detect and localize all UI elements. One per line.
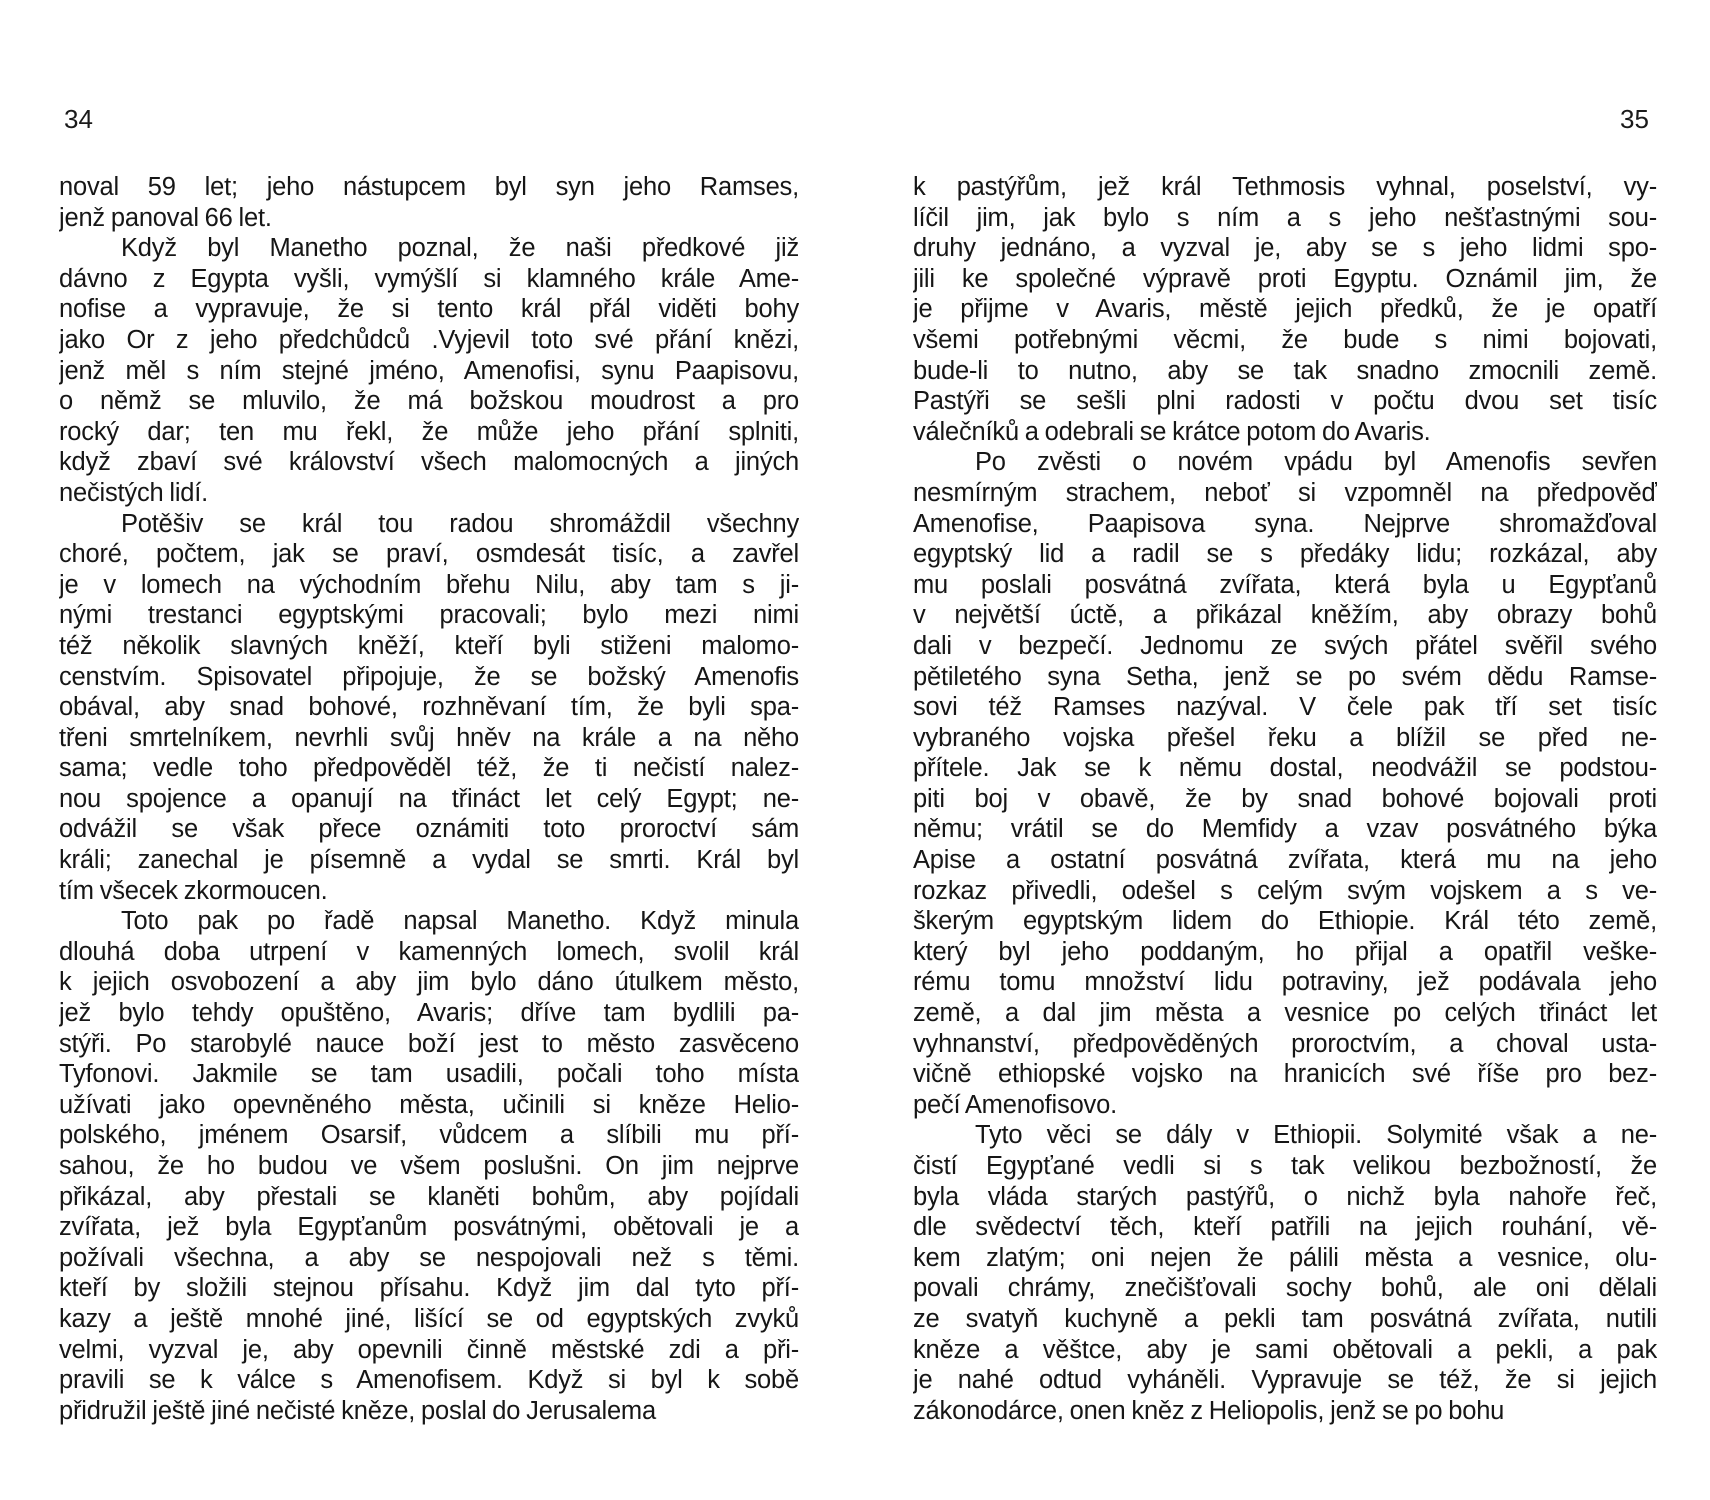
text-line: kazy a ještě mnohé jiné, lišící se od egyptských zvyků bbox=[59, 1304, 799, 1333]
text-line: povali chrámy, znečišťovali sochy bohů, ale oni dělali bbox=[913, 1274, 1657, 1303]
text-line: pětiletého syna Setha, jenž se po svém dědu Ramse- bbox=[913, 662, 1657, 691]
text-line: k jejich osvobození a aby jim bylo dáno útulkem město, bbox=[59, 968, 799, 997]
text-line: mu poslali posvátná zvířata, která byla u Egypťanů bbox=[913, 570, 1657, 599]
text-line: pravili se k válce s Amenofisem. Když si byl k sobě bbox=[59, 1366, 799, 1395]
text-line: nesmírným strachem, neboť si vzpomněl na předpověď bbox=[913, 478, 1657, 507]
text-line: všemi potřebnými věcmi, že bude s nimi bojovati, bbox=[913, 325, 1657, 354]
text-line: tím všecek zkormoucen. bbox=[59, 876, 328, 905]
text-line: kteří by složili stejnou přísahu. Když jim dal tyto pří- bbox=[59, 1274, 799, 1303]
text-line: Potěšiv se král tou radou shromáždil všechny bbox=[121, 509, 799, 538]
text-line: dlouhá doba utrpení v kamenných lomech, svolil král bbox=[59, 937, 799, 966]
text-line: který byl jeho poddaným, ho přijal a opatřil veške- bbox=[913, 937, 1657, 966]
text-line: Když byl Manetho poznal, že naši předkové již bbox=[121, 234, 799, 263]
text-line: jenž měl s ním stejné jméno, Amenofisi, synu Paapisovu, bbox=[59, 356, 799, 385]
text-line: pečí Amenofisovo. bbox=[913, 1090, 1117, 1119]
text-line: censtvím. Spisovatel připojuje, že se božský Amenofis bbox=[59, 662, 799, 691]
text-line: vičně ethiopské vojsko na hranicích své říše pro bez- bbox=[913, 1060, 1657, 1089]
text-line: vybraného vojska přešel řeku a blížil se před ne- bbox=[913, 723, 1657, 752]
text-line: jenž panoval 66 let. bbox=[59, 203, 272, 232]
text-line: jili ke společné výpravě proti Egyptu. Oznámil jim, že bbox=[913, 264, 1657, 293]
text-line: sahou, že ho budou ve všem poslušni. On jim nejprve bbox=[59, 1152, 799, 1180]
left-page-text bbox=[59, 172, 799, 1426]
text-line: vyhnanství, předpověděných proroctvím, a choval usta- bbox=[913, 1029, 1657, 1058]
text-line: škerým egyptským lidem do Ethiopie. Král této země, bbox=[913, 907, 1657, 936]
text-line: bude-li to nutno, aby se tak snadno zmocnili země. bbox=[913, 356, 1657, 385]
text-line: sovi též Ramses nazýval. V čele pak tří set tisíc bbox=[913, 693, 1657, 722]
text-line: velmi, vyzval je, aby opevnili činně městské zdi a při- bbox=[59, 1335, 799, 1364]
text-line: je přijme v Avaris, městě jejich předků, že je opatří bbox=[913, 295, 1657, 324]
page-number-left: 34 bbox=[64, 104, 93, 134]
text-line: válečníků a odebrali se krátce potom do Avaris. bbox=[913, 417, 1431, 446]
right-page-text bbox=[913, 172, 1657, 1426]
text-line: k pastýřům, jež král Tethmosis vyhnal, poselství, vy- bbox=[913, 173, 1657, 201]
text-line: líčil jim, jak bylo s ním a s jeho nešťastnými sou- bbox=[913, 203, 1657, 232]
text-line: dávno z Egypta vyšli, vymýšlí si klamného krále Ame- bbox=[59, 264, 799, 293]
text-line: požívali všechna, a aby se nespojovali než s těmi. bbox=[59, 1243, 799, 1272]
text-line: třeni smrtelníkem, nevrhli svůj hněv na krále a na něho bbox=[59, 723, 799, 752]
text-line: kněze a věštce, aby je sami obětovali a pekli, a pak bbox=[913, 1335, 1657, 1364]
text-line: stýři. Po starobylé nauce boží jest to město zasvěceno bbox=[59, 1029, 799, 1058]
text-line: němu; vrátil se do Memfidy a vzav posvátného býka bbox=[913, 815, 1657, 844]
text-line: přítele. Jak se k němu dostal, neodvážil se podstou- bbox=[913, 754, 1657, 783]
text-line: Po zvěsti o novém vpádu byl Amenofis sevřen bbox=[975, 448, 1657, 477]
text-line: dle svědectví těch, kteří patřili na jejich rouhání, vě- bbox=[913, 1213, 1657, 1242]
text-line: kem zlatým; oni nejen že pálili města a vesnice, olu- bbox=[913, 1243, 1657, 1272]
text-line: nofise a vypravuje, že si tento král přál viděti bohy bbox=[59, 295, 799, 324]
text-line: je v lomech na východním břehu Nilu, aby tam s ji- bbox=[59, 570, 799, 599]
text-line: noval 59 let; jeho nástupcem byl syn jeho Ramses, bbox=[59, 173, 799, 201]
text-line: nou spojence a opanují na třináct let celý Egypt; ne- bbox=[59, 784, 799, 813]
text-line: sama; vedle toho předpověděl též, že ti nečistí nalez- bbox=[59, 754, 799, 783]
text-line: o němž se mluvilo, že má božskou moudrost a pro bbox=[59, 387, 799, 416]
text-line: Tyfonovi. Jakmile se tam usadili, počali toho místa bbox=[59, 1060, 799, 1089]
text-line: země, a dal jim města a vesnice po celých třináct let bbox=[913, 999, 1657, 1028]
text-line: Tyto věci se dály v Ethiopii. Solymité však a ne- bbox=[975, 1121, 1657, 1150]
text-line: nými trestanci egyptskými pracovali; bylo mezi nimi bbox=[59, 601, 799, 630]
text-line: nečistých lidí. bbox=[59, 478, 209, 507]
text-line: zákonodárce, onen kněz z Heliopolis, jenž se po bohu bbox=[913, 1396, 1505, 1425]
text-line: v největší úctě, a přikázal kněžím, aby obrazy bohů bbox=[913, 601, 1657, 630]
text-line: obával, aby snad bohové, rozhněvaní tím, že byli spa- bbox=[59, 693, 799, 722]
text-line: egyptský lid a radil se s předáky lidu; rozkázal, aby bbox=[913, 540, 1657, 569]
text-line: jako Or z jeho předchůdců .Vyjevil toto své přání knězi, bbox=[59, 325, 799, 354]
text-line: rocký dar; ten mu řekl, že může jeho přání splniti, bbox=[59, 417, 799, 446]
text-line: králi; zanechal je písemně a vydal se smrti. Král byl bbox=[59, 846, 799, 875]
text-line: Pastýři se sešli plni radosti v počtu dvou set tisíc bbox=[913, 387, 1657, 416]
text-line: užívati jako opevněného města, učinili si kněze Helio- bbox=[59, 1090, 799, 1119]
text-line: ze svatyň kuchyně a pekli tam posvátná zvířata, nutili bbox=[913, 1304, 1657, 1333]
text-line: odvážil se však přece oznámiti toto proroctví sám bbox=[59, 815, 799, 844]
text-line: přidružil ještě jiné nečisté kněze, poslal do Jerusalema bbox=[59, 1396, 656, 1425]
text-line: čistí Egypťané vedli si s tak velikou bezbožností, že bbox=[913, 1152, 1657, 1180]
text-line: rému tomu množství lidu potraviny, jež podávala jeho bbox=[913, 968, 1657, 997]
text-line: polského, jménem Osarsif, vůdcem a slíbili mu pří- bbox=[59, 1121, 799, 1150]
page-number-right: 35 bbox=[1620, 104, 1649, 134]
text-line: rozkaz přivedli, odešel s celým svým vojskem a s ve- bbox=[913, 876, 1657, 905]
text-line: je nahé odtud vyháněli. Vypravuje se též, že si jejich bbox=[913, 1366, 1657, 1395]
text-line: přikázal, aby přestali se klaněti bohům, aby pojídali bbox=[59, 1182, 799, 1211]
text-line: též několik slavných kněží, kteří byli stiženi malomo- bbox=[59, 631, 799, 660]
text-line: jež bylo tehdy opuštěno, Avaris; dříve tam bydlili pa- bbox=[59, 999, 799, 1028]
text-line: choré, počtem, jak se praví, osmdesát tisíc, a zavřel bbox=[59, 540, 799, 569]
text-line: byla vláda starých pastýřů, o nichž byla nahoře řeč, bbox=[913, 1182, 1657, 1211]
text-line: druhy jednáno, a vyzval je, aby se s jeho lidmi spo- bbox=[913, 234, 1657, 263]
text-line: zvířata, jež byla Egypťanům posvátnými, obětovali je a bbox=[59, 1213, 799, 1242]
text-line: Apise a ostatní posvátná zvířata, která mu na jeho bbox=[913, 846, 1657, 875]
text-line: Amenofise, Paapisova syna. Nejprve shromažďoval bbox=[913, 509, 1657, 538]
text-line: piti boj v obavě, že by snad bohové bojovali proti bbox=[913, 784, 1657, 813]
text-line: Toto pak po řadě napsal Manetho. Když minula bbox=[121, 907, 799, 936]
text-line: dali v bezpečí. Jednomu ze svých přátel svěřil svého bbox=[913, 631, 1657, 660]
text-line: když zbaví své království všech malomocných a jiných bbox=[59, 448, 799, 477]
